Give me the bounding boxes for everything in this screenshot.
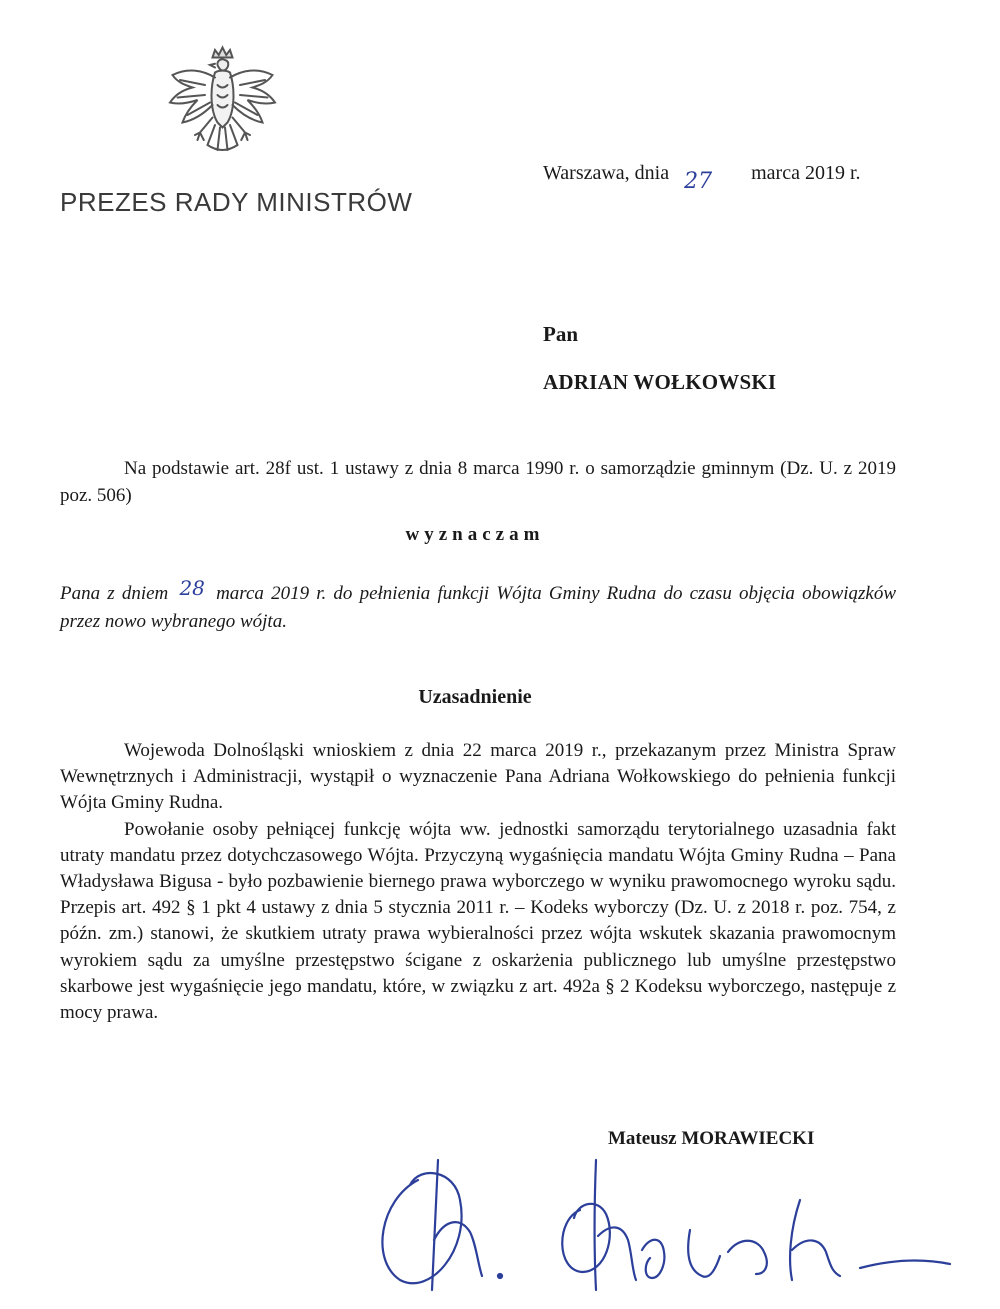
date-suffix: marca 2019 r. [751, 162, 861, 184]
decision-word: wyznaczam [405, 524, 545, 545]
justification-title: Uzasadnienie [418, 686, 532, 708]
signatory-name: Mateusz MORAWIECKI [608, 1128, 815, 1149]
decision-day-handwritten: 28 [179, 576, 205, 600]
justification-paragraph: Wojewoda Dolnośląski wnioskiem z dnia 22 marca 2019 r., przekazanym przez Ministra Spraw Wewnętrznych i Administracji, wystąpił o wyznaczenie Pana Adriana Wołkowskiego do pełnienia funkcji Wójta Gminy Rudna. [60, 740, 896, 814]
polish-eagle-emblem-icon [160, 45, 285, 170]
date-prefix: Warszawa, dnia [543, 162, 670, 184]
decision-text-before: Pana z dniem [60, 583, 169, 604]
recipient-name: ADRIAN WOŁKOWSKI [543, 370, 777, 394]
justification-paragraph: Powołanie osoby pełniącej funkcję wójta ww. jednostki samorządu terytorialnego uzasadnia fakt utraty mandatu przez dotychczasowego Wójta. Przyczyną wygaśnięcia mandatu Wójta Gminy Rudna – Pana Władysława Bigusa - było pozbawienie biernego prawa wyborczego w wyniku prawomocnego wyroku sądu. Przepis art. 492 § 1 pkt 4 ustawy z dnia 5 stycznia 2011 r. – Kodeks wyborczy (Dz. U. z 2018 r. poz. 754, z późn. zm.) stanowi, że skutkiem utraty prawa wybieralności przez wójta wskutek skazania prawomocnym wyrokiem sądu za umyślne przestępstwo ścigane z oskarżenia publicznego lub umyślne przestępstwo skarbowe jest wygaśnięcie jego mandatu, które, w związku z art. 492a § 2 Kodeksu wyborczego, następuje z mocy prawa. [60, 818, 896, 1024]
date-day-handwritten: 27 [684, 169, 713, 194]
legal-basis-paragraph: Na podstawie art. 28f ust. 1 ustawy z dnia 8 marca 1990 r. o samorządzie gminnym (Dz. U. z 2019 poz. 506) [60, 458, 896, 506]
salutation: Pan [543, 322, 579, 346]
justification-body [60, 738, 896, 1026]
decision-text-after: marca 2019 r. do pełnienia funkcji Wójta Gminy Rudna do czasu objęcia obowiązków przez nowo wybranego wójta. [60, 583, 897, 632]
date-line [543, 162, 861, 194]
decision-paragraph [60, 578, 896, 636]
handwritten-signature-icon [360, 1140, 960, 1300]
office-title: PREZES RADY MINISTRÓW [60, 187, 413, 217]
